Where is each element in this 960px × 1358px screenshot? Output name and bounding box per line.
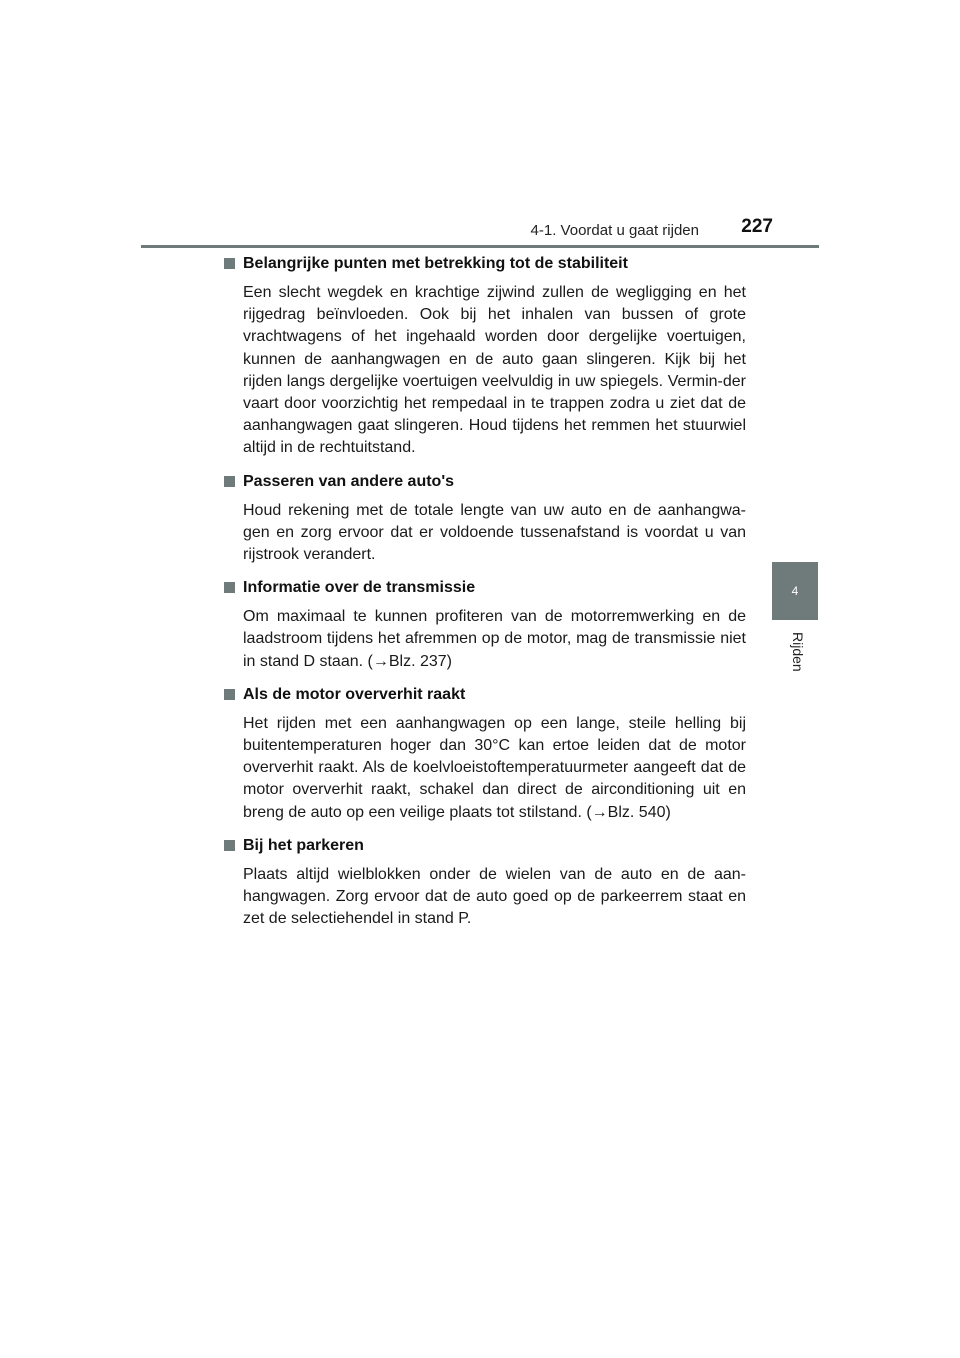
page-header xyxy=(141,214,819,246)
section-transmission xyxy=(224,576,746,673)
square-bullet-icon xyxy=(224,258,235,269)
square-bullet-icon xyxy=(224,689,235,700)
section-passing xyxy=(224,470,746,567)
section-title-text: Informatie over de transmissie xyxy=(243,579,476,597)
chapter-tab-number: 4 xyxy=(791,584,799,598)
section-parking xyxy=(224,834,746,931)
header-divider xyxy=(141,245,819,248)
section-overheating xyxy=(224,683,746,824)
section-body: Houd rekening met de totale lengte van uw auto en de aanhangwa-gen en zorg ervoor dat er voldoende tussenafstand is voordat u van rijstrook verandert. xyxy=(243,501,746,564)
section-title-text: Als de motor oververhit raakt xyxy=(243,685,466,703)
page-number: 227 xyxy=(741,216,773,237)
main-content xyxy=(224,252,746,940)
section-title xyxy=(224,576,746,600)
section-title xyxy=(224,252,746,276)
section-title-text: Passeren van andere auto's xyxy=(243,472,455,490)
square-bullet-icon xyxy=(224,476,235,487)
section-title xyxy=(224,834,746,858)
square-bullet-icon xyxy=(224,840,235,851)
section-title xyxy=(224,683,746,707)
header-section-title: 4-1. Voordat u gaat rijden xyxy=(530,222,699,239)
section-title-text: Belangrijke punten met betrekking tot de stabiliteit xyxy=(243,255,628,272)
chapter-tab-label: Rijden xyxy=(790,632,806,672)
section-body: Plaats altijd wielblokken onder de wielen van de auto en de aan-hangwagen. Zorg ervoor dat de auto goed op de parkeerrem staat en zet de selectiehendel in stand P. xyxy=(243,865,746,928)
section-body: Een slecht wegdek en krachtige zijwind zullen de wegligging en het rijgedrag beïnvloeden. Ook bij het inhalen van bussen of grote vrachtwagens of het ingehaald worden door dergelijke voertuigen, kunnen de aanhangwagen en de auto gaan slingeren. Kijk bij het rijden langs dergelijke voertuigen veelvuldig in uw spiegels. Vermin-der vaart door voorzichtig het rempedaal in te trappen zodra u ziet dat de aanhangwagen gaat slingeren. Houd tijdens het remmen het stuurwiel altijd in de rechtuitstand. xyxy=(243,284,746,457)
square-bullet-icon xyxy=(224,582,235,593)
section-title-text: Bij het parkeren xyxy=(243,836,364,854)
section-stability xyxy=(224,252,746,460)
section-title xyxy=(224,470,746,494)
section-body: Om maximaal te kunnen profiteren van de motorremwerking en de laadstroom tijdens het afremmen op de motor, mag de transmissie niet in stand D staan. (→Blz. 237) xyxy=(243,608,746,670)
section-body: Het rijden met een aanhangwagen op een lange, steile helling bij buitentemperaturen hoger dan 30°C kan ertoe leiden dat de motor oververhit raakt. Als de koelvloeistoftemperatuurmeter aangeeft dat de motor oververhit raakt, schakel dan direct de airconditioning uit en breng de auto op een veilige plaats tot stilstand. (→Blz. 540) xyxy=(243,714,746,821)
chapter-tab xyxy=(772,562,818,620)
